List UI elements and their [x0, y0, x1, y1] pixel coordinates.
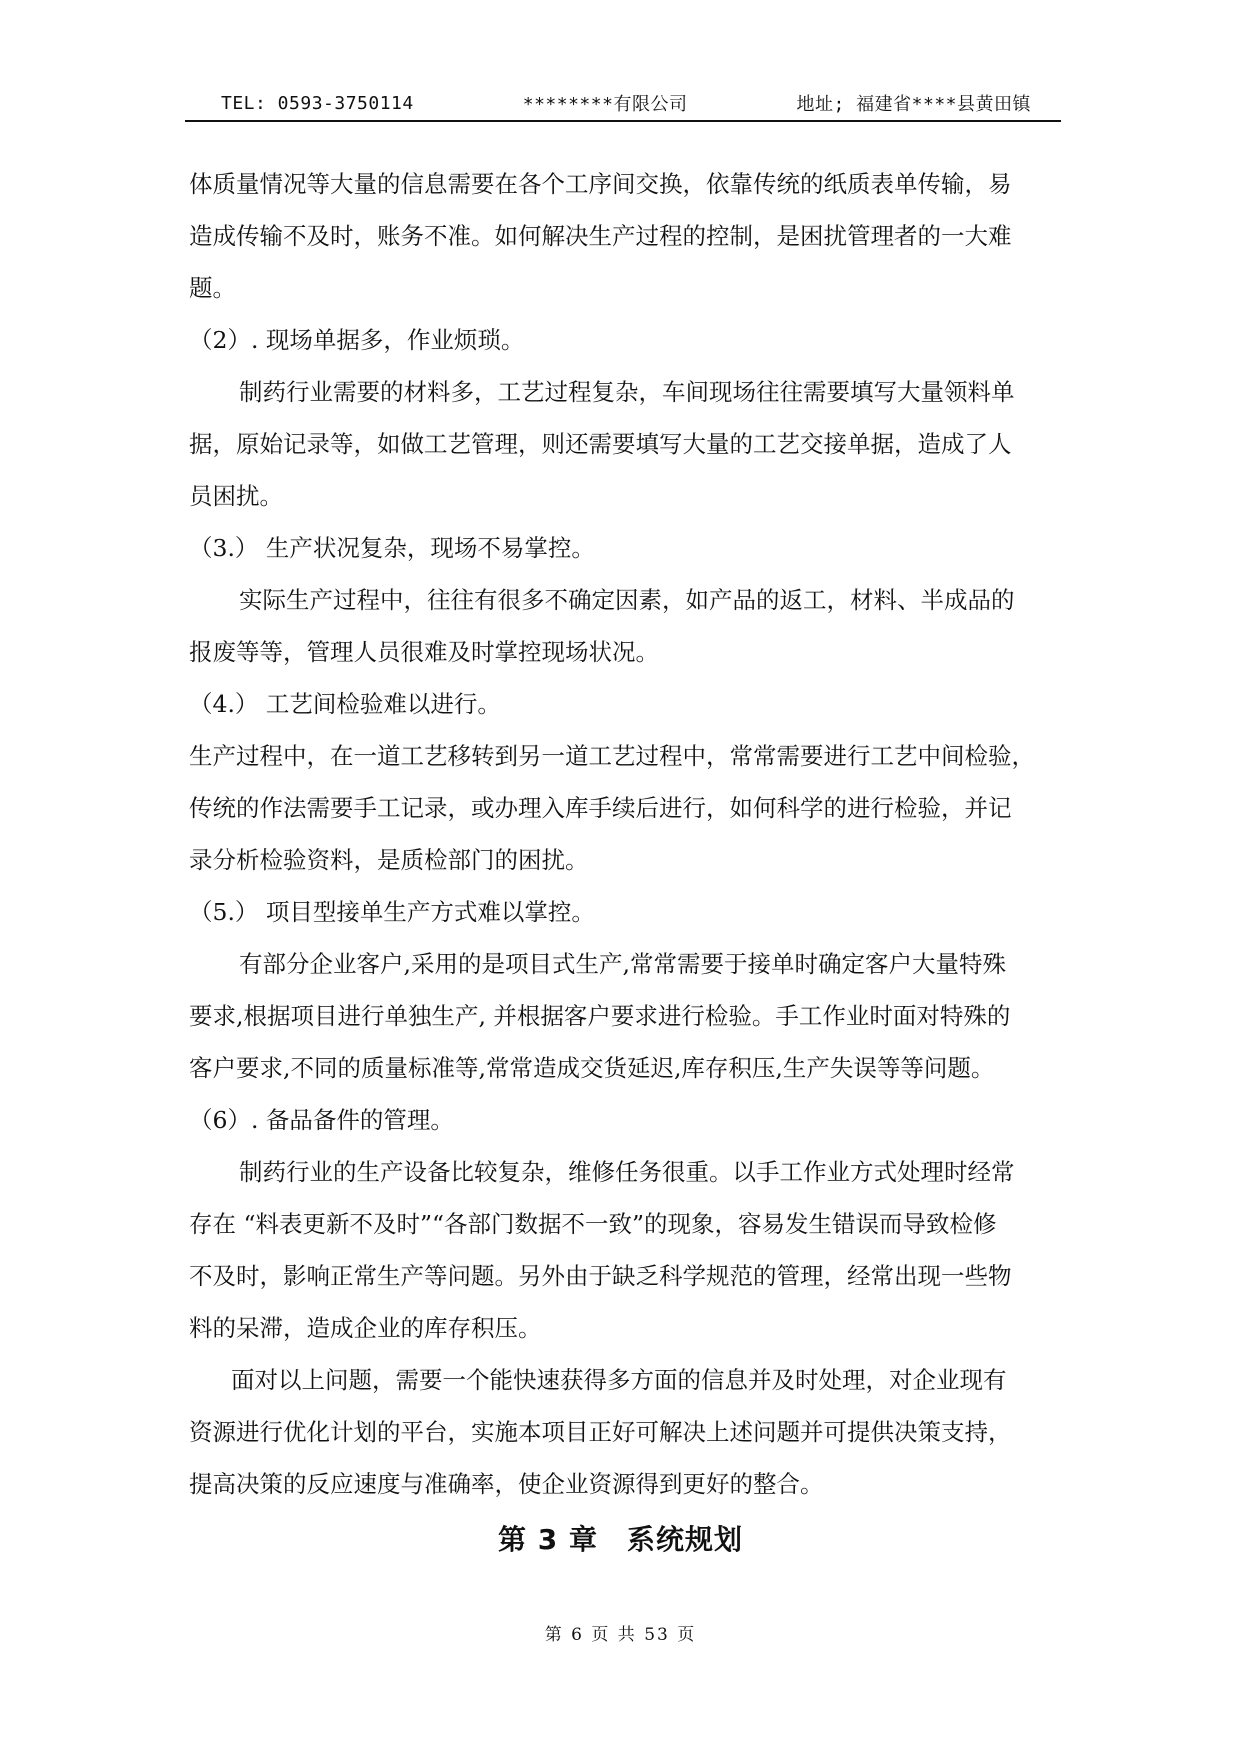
text-line: 不及时，影响正常生产等问题。另外由于缺乏科学规范的管理，经常出现一些物	[189, 1262, 1012, 1290]
item-heading-2: （2）. 现场单据多，作业烦琐。	[189, 326, 525, 354]
text-line: 料的呆滞，造成企业的库存积压。	[189, 1314, 542, 1342]
text-line: 有部分企业客户,采用的是项目式生产,常常需要于接单时确定客户大量特殊	[239, 950, 1006, 978]
page-header	[185, 88, 1061, 118]
body-text	[189, 158, 1059, 1510]
header-address: 地址; 福建省****县黄田镇	[796, 94, 1031, 115]
text-line: 面对以上问题，需要一个能快速获得多方面的信息并及时处理，对企业现有	[231, 1366, 1007, 1394]
text-line: 要求,根据项目进行单独生产, 并根据客户要求进行检验。手工作业时面对特殊的	[189, 1002, 1011, 1030]
page-footer: 第 6 页 共 53 页	[544, 1625, 697, 1645]
chapter-title: 第 3 章 系统规划	[498, 1523, 743, 1556]
text-line: 资源进行优化计划的平台，实施本项目正好可解决上述问题并可提供决策支持，	[189, 1418, 1012, 1446]
text-line: 员困扰。	[189, 482, 283, 510]
header-divider	[185, 120, 1061, 122]
item-heading-6: （6）. 备品备件的管理。	[189, 1106, 454, 1134]
item-heading-4: （4.） 工艺间检验难以进行。	[189, 690, 501, 718]
text-line: 生产过程中，在一道工艺移转到另一道工艺过程中，常常需要进行工艺中间检验，	[189, 742, 1035, 770]
text-line: 录分析检验资料，是质检部门的困扰。	[189, 846, 589, 874]
text-line: 体质量情况等大量的信息需要在各个工序间交换，依靠传统的纸质表单传输，易	[189, 170, 1012, 198]
text-line: 造成传输不及时，账务不准。如何解决生产过程的控制，是困扰管理者的一大难	[189, 222, 1012, 250]
text-line: 存在 “料表更新不及时”“各部门数据不一致”的现象，容易发生错误而导致检修	[189, 1210, 997, 1238]
text-line: 据，原始记录等，如做工艺管理，则还需要填写大量的工艺交接单据，造成了人	[189, 430, 1012, 458]
item-heading-3: （3.） 生产状况复杂，现场不易掌控。	[189, 534, 595, 562]
text-line: 制药行业需要的材料多，工艺过程复杂，车间现场往往需要填写大量领料单	[239, 378, 1015, 406]
text-line: 实际生产过程中，往往有很多不确定因素，如产品的返工，材料、半成品的	[239, 586, 1015, 614]
text-line: 客户要求,不同的质量标准等,常常造成交货延迟,库存积压,生产失误等等问题。	[189, 1054, 995, 1082]
header-company: ********有限公司	[522, 94, 688, 115]
header-telephone: TEL: 0593-3750114	[221, 92, 414, 114]
text-line: 题。	[189, 274, 236, 302]
text-line: 制药行业的生产设备比较复杂，维修任务很重。以手工作业方式处理时经常	[239, 1158, 1015, 1186]
text-line: 传统的作法需要手工记录，或办理入库手续后进行，如何科学的进行检验，并记	[189, 794, 1012, 822]
text-line: 提高决策的反应速度与准确率，使企业资源得到更好的整合。	[189, 1470, 824, 1498]
item-heading-5: （5.） 项目型接单生产方式难以掌控。	[189, 898, 595, 926]
text-line: 报废等等，管理人员很难及时掌控现场状况。	[189, 638, 659, 666]
